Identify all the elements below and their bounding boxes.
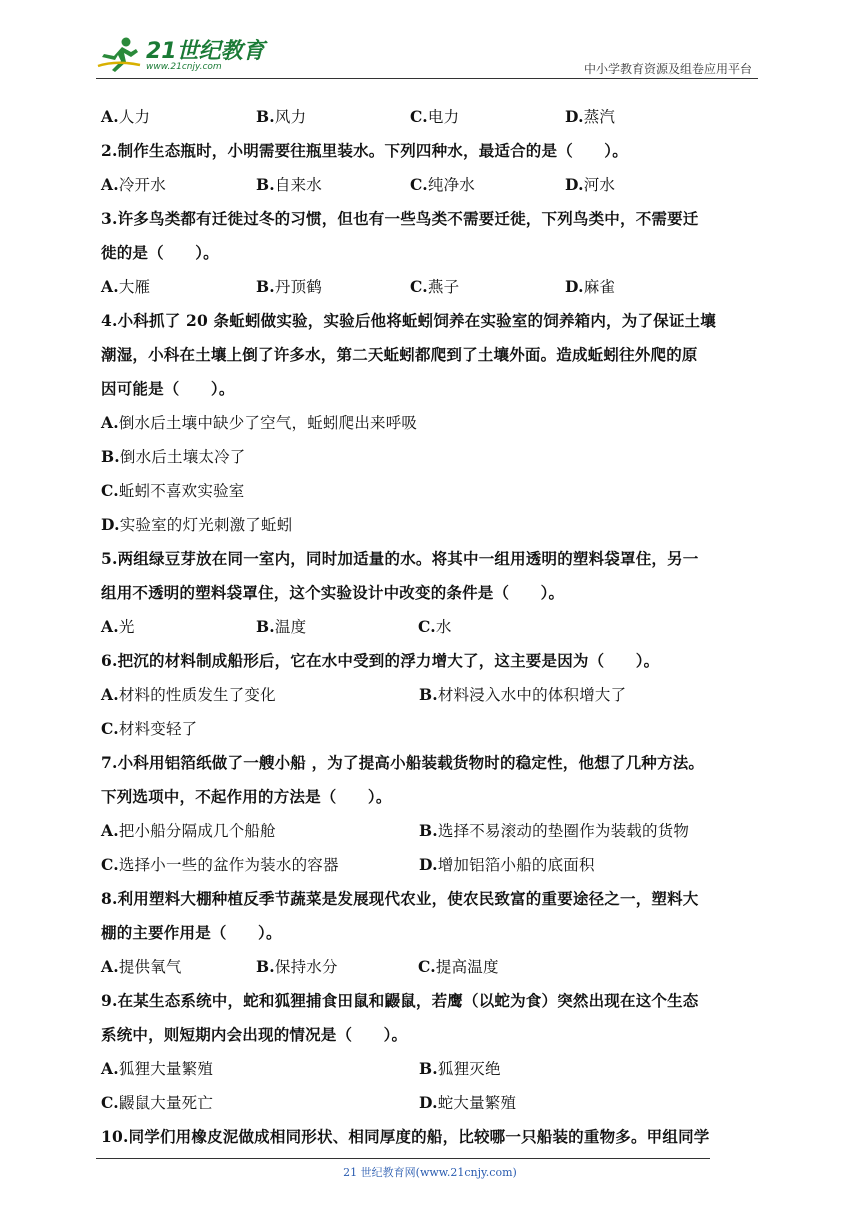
question-text: 下列选项中，不起作用的方法是（ ）。 xyxy=(101,787,392,806)
option-text: 自来水 xyxy=(274,176,323,194)
option-item xyxy=(101,1086,213,1120)
footer-divider xyxy=(96,1158,710,1159)
option-text: 狐狸灭绝 xyxy=(437,1060,501,1078)
option-text: 蒸汽 xyxy=(583,108,616,126)
option-item xyxy=(410,168,475,202)
options-line xyxy=(101,1086,761,1120)
option-letter: B. xyxy=(256,175,275,194)
option-text: 蛇大量繁殖 xyxy=(437,1094,517,1112)
option-text: 光 xyxy=(118,618,135,636)
option-letter: B. xyxy=(419,1059,438,1078)
option-letter: A. xyxy=(101,1059,119,1078)
question-number: 9. xyxy=(101,991,118,1010)
option-letter: B. xyxy=(419,821,438,840)
question-line xyxy=(101,746,761,780)
question-text: 因可能是（ ）。 xyxy=(101,379,235,398)
question-text: 组用不透明的塑料袋罩住，这个实验设计中改变的条件是（ ）。 xyxy=(101,583,565,602)
header-divider xyxy=(96,78,758,79)
option-letter: D. xyxy=(565,175,584,194)
option-text: 蚯蚓不喜欢实验室 xyxy=(118,482,245,500)
option-item xyxy=(101,814,276,848)
option-item xyxy=(419,1086,516,1120)
option-item xyxy=(101,406,417,440)
options-line xyxy=(101,1052,761,1086)
option-letter: A. xyxy=(101,957,119,976)
option-text: 增加铝箔小船的底面积 xyxy=(437,856,595,874)
option-item xyxy=(101,168,166,202)
option-letter: A. xyxy=(101,685,119,704)
option-item xyxy=(101,508,292,542)
option-text: 实验室的灯光刺激了蚯蚓 xyxy=(119,516,293,534)
option-letter: B. xyxy=(256,617,275,636)
option-item xyxy=(101,1052,213,1086)
option-item xyxy=(101,440,246,474)
option-item xyxy=(418,610,452,644)
option-item xyxy=(256,168,322,202)
question-number: 3. xyxy=(101,209,118,228)
option-text: 保持水分 xyxy=(274,958,338,976)
option-text: 狐狸大量繁殖 xyxy=(118,1060,214,1078)
question-text: 许多鸟类都有迁徙过冬的习惯，但也有一些鸟类不需要迁徙，下列鸟类中，不需要迁 xyxy=(117,209,699,228)
page-header xyxy=(96,30,758,80)
question-number: 8. xyxy=(101,889,118,908)
option-item xyxy=(101,848,339,882)
option-item xyxy=(565,270,615,304)
option-text: 温度 xyxy=(274,618,307,636)
question-text: 利用塑料大棚种植反季节蔬菜是发展现代农业，使农民致富的重要途径之一，塑料大 xyxy=(117,889,699,908)
options-line xyxy=(101,440,761,474)
option-text: 风力 xyxy=(274,108,307,126)
option-text: 倒水后土壤太冷了 xyxy=(119,448,246,466)
option-item xyxy=(410,100,459,134)
question-number: 10. xyxy=(101,1127,129,1146)
logo-text: 21世纪教育 xyxy=(146,39,265,64)
question-line xyxy=(101,644,761,678)
option-letter: C. xyxy=(418,957,436,976)
header-tagline: 中小学教育资源及组卷应用平台 xyxy=(583,62,752,76)
option-item xyxy=(565,100,615,134)
question-text: 小科用铝箔纸做了一艘小船 ，为了提高小船装载货物时的稳定性，他想了几种方法。 xyxy=(117,753,705,772)
runner-logo-icon xyxy=(96,36,142,74)
option-item xyxy=(419,1052,501,1086)
options-line xyxy=(101,474,761,508)
question-line xyxy=(101,372,761,406)
option-item xyxy=(410,270,459,304)
option-item xyxy=(101,100,150,134)
option-letter: C. xyxy=(101,719,119,738)
question-number: 7. xyxy=(101,753,118,772)
question-number: 6. xyxy=(101,651,118,670)
option-text: 材料变轻了 xyxy=(118,720,198,738)
option-text: 材料的性质发生了变化 xyxy=(118,686,276,704)
question-text: 徙的是（ ）。 xyxy=(101,243,219,262)
option-letter: D. xyxy=(419,1093,438,1112)
option-letter: A. xyxy=(101,413,119,432)
option-letter: A. xyxy=(101,617,119,636)
options-line xyxy=(101,270,761,304)
option-text: 水 xyxy=(435,618,452,636)
question-number: 4. xyxy=(101,311,118,330)
options-line xyxy=(101,678,761,712)
option-text: 提高温度 xyxy=(435,958,499,976)
options-line xyxy=(101,610,761,644)
question-number: 2. xyxy=(101,141,118,160)
question-text: 在某生态系统中，蛇和狐狸捕食田鼠和鼹鼠，若鹰（以蛇为食）突然出现在这个生态 xyxy=(117,991,699,1010)
option-letter: D. xyxy=(419,855,438,874)
option-item xyxy=(101,678,276,712)
option-text: 丹顶鹤 xyxy=(274,278,323,296)
option-text: 燕子 xyxy=(427,278,460,296)
option-text: 冷开水 xyxy=(118,176,166,194)
option-item xyxy=(419,848,595,882)
option-item xyxy=(419,814,689,848)
option-item xyxy=(101,474,244,508)
option-text: 选择不易滚动的垫圈作为装载的货物 xyxy=(437,822,690,840)
option-letter: B. xyxy=(256,277,275,296)
option-text: 材料浸入水中的体积增大了 xyxy=(437,686,627,704)
option-text: 选择小一些的盆作为装水的容器 xyxy=(118,856,339,874)
option-letter: C. xyxy=(101,855,119,874)
option-text: 麻雀 xyxy=(583,278,616,296)
option-letter: C. xyxy=(410,175,428,194)
question-line xyxy=(101,984,761,1018)
option-letter: A. xyxy=(101,821,119,840)
question-line xyxy=(101,202,761,236)
option-letter: C. xyxy=(410,107,428,126)
options-line xyxy=(101,100,761,134)
question-line xyxy=(101,542,761,576)
options-line xyxy=(101,406,761,440)
option-letter: A. xyxy=(101,107,119,126)
question-line xyxy=(101,1120,761,1154)
option-item xyxy=(256,100,306,134)
option-item xyxy=(565,168,615,202)
option-item xyxy=(101,950,182,984)
option-letter: B. xyxy=(256,107,275,126)
option-item xyxy=(101,610,135,644)
option-text: 倒水后土壤中缺少了空气，蚯蚓爬出来呼吸 xyxy=(118,414,418,432)
option-letter: B. xyxy=(101,447,120,466)
question-line xyxy=(101,1018,761,1052)
option-letter: C. xyxy=(101,1093,119,1112)
option-text: 大雁 xyxy=(118,278,151,296)
question-line xyxy=(101,780,761,814)
question-line xyxy=(101,916,761,950)
options-line xyxy=(101,168,761,202)
option-text: 电力 xyxy=(427,108,460,126)
question-text: 把沉的材料制成船形后，它在水中受到的浮力增大了，这主要是因为（ ）。 xyxy=(117,651,660,670)
options-line xyxy=(101,848,761,882)
question-text: 潮湿，小科在土壤上倒了许多水，第二天蚯蚓都爬到了土壤外面。造成蚯蚓往外爬的原 xyxy=(101,345,698,364)
question-text: 两组绿豆芽放在同一室内，同时加适量的水。将其中一组用透明的塑料袋罩住，另一 xyxy=(117,549,699,568)
question-line xyxy=(101,338,761,372)
option-item xyxy=(101,712,197,746)
option-item xyxy=(101,270,150,304)
option-item xyxy=(256,270,322,304)
question-text: 棚的主要作用是（ ）。 xyxy=(101,923,282,942)
option-letter: D. xyxy=(101,515,120,534)
option-letter: A. xyxy=(101,175,119,194)
option-item xyxy=(418,950,499,984)
question-line xyxy=(101,576,761,610)
option-text: 河水 xyxy=(583,176,616,194)
question-text: 制作生态瓶时，小明需要往瓶里装水。下列四种水，最适合的是（ ）。 xyxy=(117,141,628,160)
option-letter: C. xyxy=(410,277,428,296)
option-letter: D. xyxy=(565,277,584,296)
question-text: 系统中，则短期内会出现的情况是（ ）。 xyxy=(101,1025,408,1044)
options-line xyxy=(101,950,761,984)
option-text: 纯净水 xyxy=(427,176,475,194)
option-letter: D. xyxy=(565,107,584,126)
option-letter: C. xyxy=(101,481,119,500)
page-footer: 21 世纪教育网(www.21cnjy.com) xyxy=(343,1166,517,1179)
option-text: 人力 xyxy=(118,108,151,126)
option-letter: C. xyxy=(418,617,436,636)
options-line xyxy=(101,712,761,746)
option-text: 鼹鼠大量死亡 xyxy=(118,1094,214,1112)
question-line xyxy=(101,236,761,270)
question-number: 5. xyxy=(101,549,118,568)
logo-url: www.21cnjy.com xyxy=(146,62,222,72)
options-line xyxy=(101,814,761,848)
option-item xyxy=(419,678,626,712)
option-text: 提供氧气 xyxy=(118,958,182,976)
question-line xyxy=(101,304,761,338)
option-item xyxy=(256,610,306,644)
question-text: 同学们用橡皮泥做成相同形状、相同厚度的船，比较哪一只船装的重物多。甲组同学 xyxy=(128,1127,710,1146)
question-text: 小科抓了 20 条蚯蚓做实验，实验后他将蚯蚓饲养在实验室的饲养箱内，为了保证土壤 xyxy=(117,311,716,330)
option-item xyxy=(256,950,338,984)
option-letter: A. xyxy=(101,277,119,296)
logo xyxy=(96,32,266,76)
option-letter: B. xyxy=(419,685,438,704)
option-text: 把小船分隔成几个船舱 xyxy=(118,822,276,840)
question-list xyxy=(101,100,761,1154)
question-line xyxy=(101,134,761,168)
option-letter: B. xyxy=(256,957,275,976)
options-line xyxy=(101,508,761,542)
question-line xyxy=(101,882,761,916)
